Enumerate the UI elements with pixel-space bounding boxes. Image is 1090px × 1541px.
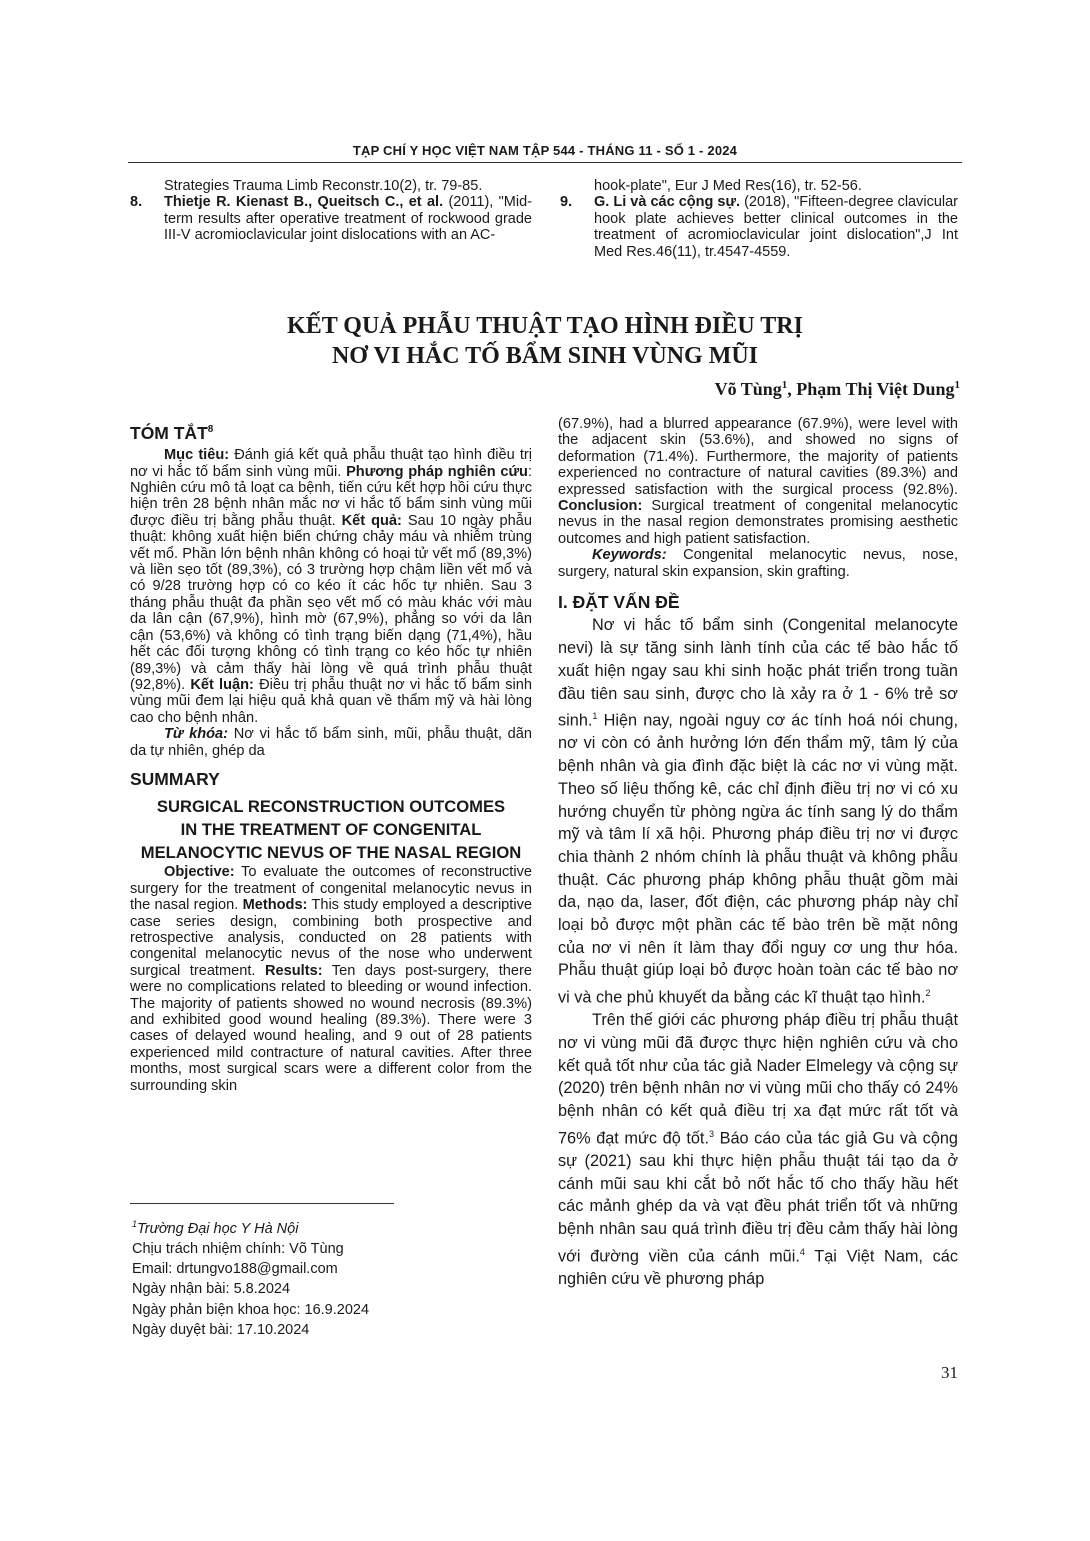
citation-3: 3 (708, 1128, 714, 1139)
intro-p1-text-b: Hiện nay, ngoài nguy cơ ác tính hoá nói chung, nơ vi còn có ảnh hưởng lớn đến thẩm mỹ, tâm lý của bệnh nhân và gia đình đặc biệt là các nơ vi vùng mặt. Theo số liệu thống kê, các chỉ định điều trị nơ vi có xu hướng chuyển từ phòng ngừa ác tính sang lý do thẩm mỹ và tâm lí xã hội. Phương pháp điều trị nơ vi được chia thành 2 nhóm chính là phẫu thuật và không phẫu thuật. Các phương pháp không phẫu thuật gồm mài da, nạo da, laser, đốt điện, các phương pháp này chỉ loại bỏ được một phần các tế bào trên bề mặt nông của nơ vi nên ít làm thay đổi nguy cơ ung thư hóa. Phẫu thuật giúp loại bỏ được hoàn toàn các tế bào nơ vi và che phủ khuyết da bằng các kĩ thuật tạo hình. (558, 711, 958, 1007)
summary-body-continued (558, 416, 958, 547)
summary-title-line-1: SURGICAL RECONSTRUCTION OUTCOMES (156, 797, 506, 817)
abstract-vn-conclusion-text: Điều trị phẫu thuật nơ vi hắc tố bẩm sinh vùng mũi đem lại hiệu quả khả quan về thẩm mỹ và hài lòng cao cho bệnh nhân. (130, 676, 532, 726)
footnote-affiliation-text: Trường Đại học Y Hà Nội (137, 1220, 299, 1237)
footnote-accepted-date: Ngày duyệt bài: 17.10.2024 (132, 1321, 310, 1338)
summary-keywords (558, 547, 958, 580)
abstract-vn-heading-text: TÓM TẮT (130, 422, 208, 443)
author-2-affiliation: 1 (954, 379, 960, 391)
reference-text: (2018), "Fifteen-degree clavicular hook plate achieves better clinical outcomes in the treatment of acromioclavicular joint dislocation",J Int Med Res.46(11), tr.4547-4559. (594, 194, 959, 260)
summary-objective-text: To evaluate the outcomes of reconstructive surgery for the treatment of congenital melanocytic nevus in the nasal region. (130, 864, 532, 914)
summary-objective-label: Objective: (164, 864, 235, 881)
footnote-email: Email: drtungvo188@gmail.com (132, 1261, 338, 1278)
summary-keywords-text: Congenital melanocytic nevus, nose, surgery, natural skin expansion, skin grafting. (558, 547, 958, 580)
abstract-vn-conclusion-label: Kết luận: (190, 676, 254, 693)
summary-title-line-3: MELANOCYTIC NEVUS OF THE NASAL REGION (140, 843, 522, 863)
abstract-vn-objective-label: Mục tiêu: (164, 447, 230, 464)
reference-number: 8. (130, 194, 143, 211)
reference-authors: G. Li và các cộng sự. (594, 194, 741, 211)
summary-results-label: Results: (264, 962, 323, 979)
abstract-vn-methods-text: : Nghiên cứu mô tả loạt ca bệnh, tiến cứu kết hợp hồi cứu thực hiện trên 28 bệnh nhân mắc nơ vi hắc tố bẩm sinh vùng mũi được điều trị bằng phẫu thuật. (130, 463, 532, 529)
journal-header: TẠP CHÍ Y HỌC VIỆT NAM TẬP 544 - THÁNG 11 - SỐ 1 - 2024 (352, 143, 738, 158)
abstract-vn-keywords (130, 726, 532, 759)
intro-p1-text-a: Nơ vi hắc tố bẩm sinh (Congenital melanocyte nevi) là sự tăng sinh lành tính của các tế bào hắc tố xuất hiện ngay sau khi sinh hoặc phát triển trong tuần đầu tiên sau sinh, được cho là xảy ra ở 1 - 6% trẻ sơ sinh. (558, 616, 958, 730)
article-authors (715, 379, 960, 400)
abstract-vn-objective-text: Đánh giá kết quả phẫu thuật tạo hình điều trị nơ vi hắc tố bẩm sinh vùng mũi. (130, 447, 532, 480)
reference-number: 9. (560, 194, 573, 211)
introduction-heading: I. ĐẶT VẤN ĐỀ (558, 592, 680, 613)
references-left (130, 178, 532, 244)
summary-methods-text: This study employed a descriptive case series design, combining both prospective and retrospective analysis, conducted on 28 patients with congenital melanocytic nevus of the nose who underwent surgical treatment. (130, 897, 533, 979)
summary-results-text-right: (67.9%), had a blurred appearance (67.9%), were level with the adjacent skin (53.6%), and showed no signs of deformation (71.4%). Furthermore, the majority of patients experienced no contracture of natural cavities (89.3%) and expressed satisfaction with the surgical process (92.8%). (558, 416, 958, 498)
reference-8-continuation: hook-plate", Eur J Med Res(16), tr. 52-56. (594, 178, 862, 194)
summary-keywords-label: Keywords: (592, 547, 667, 564)
header-divider (128, 162, 962, 163)
footnote-divider (130, 1203, 394, 1204)
intro-p2-text-b: Báo cáo của tác giả Gu và cộng sự (2021) sau khi thực hiện phẫu thuật tái tạo da ở cánh mũi sau khi cắt bỏ nốt hắc tố cho thấy hầu hết các mảnh ghép da và vạt đều phát triển tốt và những bệnh nhân sau quá trình điều trị đều cảm thấy hài lòng với đường viền của cánh mũi. (558, 1129, 958, 1266)
summary-title (130, 795, 532, 864)
left-column (130, 418, 532, 1094)
summary-results-text-left: Ten days post-surgery, there were no complications related to bleeding or wound infection. The majority of patients showed no wound necrosis (89.3%) and exhibited good wound healing (89.3%). There were 3 cases of delayed wound healing, and 9 out of 28 patients experienced mild contracture of natural cavities. After three months, most surgical scars were a different color from the surrounding skin (130, 962, 532, 1094)
introduction-paragraph-2 (558, 1009, 958, 1290)
reference-9 (560, 194, 958, 260)
footnote-reviewed-date: Ngày phản biện khoa học: 16.9.2024 (132, 1301, 370, 1318)
citation-1: 1 (592, 711, 598, 722)
abstract-vn-results-label: Kết quả: (341, 512, 402, 529)
article-title-line-2: NƠ VI HẮC TỐ BẨM SINH VÙNG MŨI (331, 343, 759, 369)
footnotes (132, 1214, 532, 1340)
summary-heading: SUMMARY (130, 768, 220, 789)
page-number: 31 (941, 1363, 958, 1382)
reference-text: (2011), "Mid-term results after operative treatment of rockwood grade III-V acromioclavicular joint dislocations with an AC- (164, 194, 532, 244)
footnote-received-date: Ngày nhận bài: 5.8.2024 (132, 1281, 291, 1298)
summary-body (130, 864, 532, 1094)
article-title-line-1: KẾT QUẢ PHẪU THUẬT TẠO HÌNH ĐIỀU TRỊ (287, 313, 803, 339)
article-title (130, 311, 960, 371)
intro-p2-text-a: Trên thế giới các phương pháp điều trị phẫu thuật nơ vi vùng mũi đã được thực hiện nghiên cứu và cho kết quả tốt như của tác giả Nader Elmelegy và cộng sự (2020) trên bệnh nhân nơ vi vùng mũi cho thấy có 24% bệnh nhân có kết quả điều trị xa đạt mức rất tốt và 76% đạt mức độ tốt. (558, 1011, 958, 1148)
reference-7-continuation: Strategies Trauma Limb Reconstr.10(2), tr. 79-85. (164, 178, 483, 194)
introduction-paragraph-1 (558, 614, 958, 1009)
abstract-vn-heading-sup: 8 (207, 424, 214, 435)
abstract-vn-keywords-text: Nơ vi hắc tố bẩm sinh, mũi, phẫu thuật, dãn da tự nhiên, ghép da (130, 726, 532, 759)
author-1: Võ Tùng (714, 379, 782, 399)
references-right (560, 178, 958, 260)
footnote-responsible: Chịu trách nhiệm chính: Võ Tùng (132, 1241, 344, 1258)
abstract-vn-body (130, 447, 532, 726)
abstract-vn-results-text: Sau 10 ngày phẫu thuật: không xuất hiện biến chứng chảy máu và nhiễm trùng vết mổ. Phần lớn bệnh nhân không có hoại tử vết mổ (89,3%) và liền sẹo tốt (89,3%), có 3 trường hợp chậm liền vết mổ và có 9/28 trường hợp có co kéo ít các hốc tự nhiên. Sau 3 tháng phẫu thuật đa phần sẹo vết mổ có màu khác với màu da lân cận (67,9%), hình mờ (67,9%), phẳng so với da lân cận (53,6%) và không có tình trạng biến dạng (71,4%), hầu hết các đối tượng không có tình trạng co kéo hốc tự nhiên (89,3%) và cảm thấy hài lòng về quá trình phẫu thuật (92,8%). (130, 512, 533, 693)
intro-p2-text-c: Tại Việt Nam, các nghiên cứu về phương pháp (558, 1247, 958, 1288)
summary-title-line-2: IN THE TREATMENT OF CONGENITAL (180, 820, 482, 840)
summary-methods-label: Methods: (242, 897, 308, 914)
reference-authors: Thietje R. Kienast B., Queitsch C., et al. (164, 194, 444, 211)
right-column (558, 416, 958, 1291)
citation-2: 2 (925, 988, 931, 999)
citation-4: 4 (799, 1246, 805, 1257)
author-1-affiliation: 1 (781, 379, 788, 391)
summary-conclusion-text: Surgical treatment of congenital melanocytic nevus in the nasal region demonstrates promising aesthetic outcomes and high patient satisfaction. (558, 498, 958, 547)
footnote-affiliation-sup: 1 (132, 1219, 138, 1229)
summary-conclusion-label: Conclusion: (558, 498, 643, 515)
abstract-vn-keywords-label: Từ khóa: (164, 726, 229, 743)
footnote-affiliation (132, 1214, 532, 1239)
abstract-vn-heading (130, 422, 532, 441)
reference-8 (130, 194, 532, 243)
abstract-vn-methods-label: Phương pháp nghiên cứu (346, 463, 528, 480)
author-2: Phạm Thị Việt Dung (796, 379, 955, 399)
author-separator: , (787, 379, 797, 399)
